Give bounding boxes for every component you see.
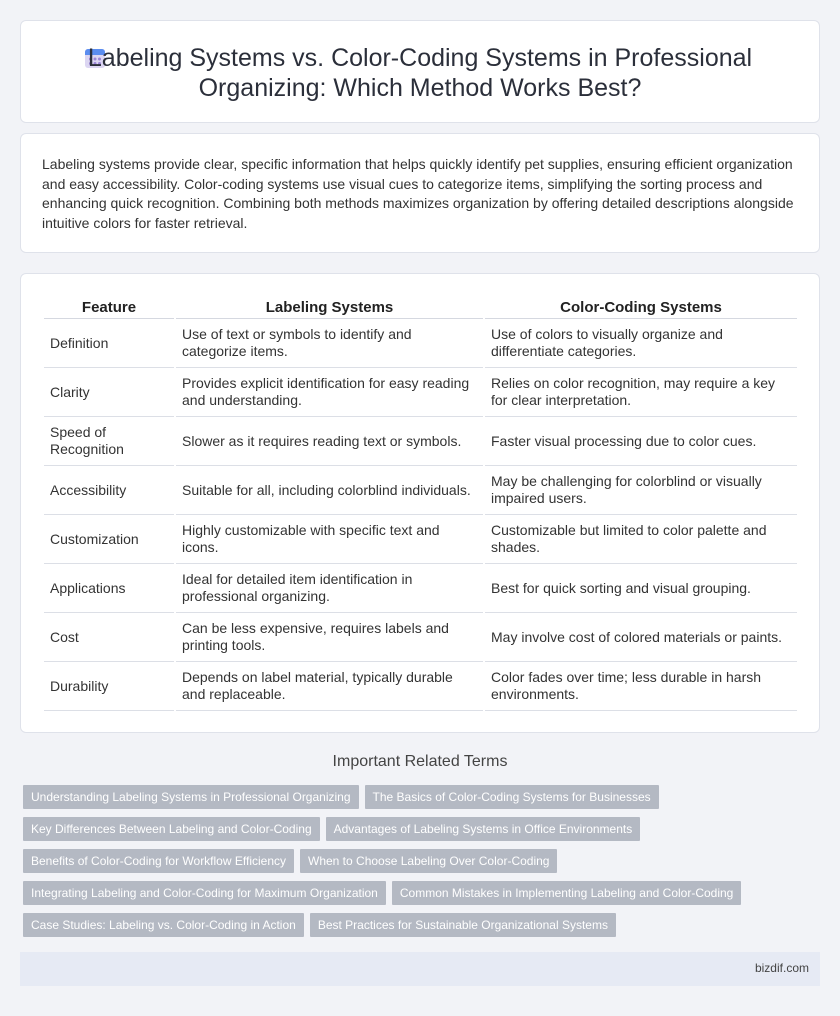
related-term-tag[interactable]: Benefits of Color-Coding for Workflow Efficiency (23, 849, 294, 873)
related-term-tag[interactable]: Best Practices for Sustainable Organizational Systems (310, 913, 616, 937)
page-title: Labeling Systems vs. Color-Coding Systems in Professional Organizing: Which Method Works Best? (87, 44, 753, 102)
related-term-tag[interactable]: Integrating Labeling and Color-Coding for Maximum Organization (23, 881, 386, 905)
feature-cell: Cost (44, 613, 174, 662)
labeling-cell: Use of text or symbols to identify and categorize items. (176, 319, 483, 368)
color-coding-cell: Color fades over time; less durable in harsh environments. (485, 662, 797, 711)
labeling-cell: Slower as it requires reading text or symbols. (176, 417, 483, 466)
related-term-tag[interactable]: Case Studies: Labeling vs. Color-Coding in Action (23, 913, 304, 937)
footer-site-link[interactable]: bizdif.com (754, 961, 809, 975)
table-row (44, 564, 797, 613)
related-term-tag[interactable]: Common Mistakes in Implementing Labeling and Color-Coding (392, 881, 742, 905)
feature-cell: Durability (44, 662, 174, 711)
title-card (20, 20, 820, 123)
comparison-card (20, 273, 820, 733)
table-row (44, 368, 797, 417)
labeling-cell: Depends on label material, typically durable and replaceable. (176, 662, 483, 711)
color-coding-cell: Use of colors to visually organize and differentiate categories. (485, 319, 797, 368)
table-row (44, 417, 797, 466)
feature-cell: Speed of Recognition (44, 417, 174, 466)
related-term-tag[interactable]: When to Choose Labeling Over Color-Coding (300, 849, 557, 873)
color-coding-cell: May be challenging for colorblind or visually impaired users. (485, 466, 797, 515)
feature-cell: Definition (44, 319, 174, 368)
related-terms-heading: Important Related Terms (332, 753, 508, 770)
color-coding-cell: Faster visual processing due to color cues. (485, 417, 797, 466)
table-row (44, 319, 797, 368)
feature-cell: Accessibility (44, 466, 174, 515)
labeling-cell: Suitable for all, including colorblind individuals. (176, 466, 483, 515)
related-term-tag[interactable]: Key Differences Between Labeling and Color-Coding (23, 817, 320, 841)
labeling-cell: Highly customizable with specific text and icons. (176, 515, 483, 564)
feature-cell: Customization (44, 515, 174, 564)
intro-card (20, 133, 820, 253)
color-coding-cell: Relies on color recognition, may require a key for clear interpretation. (485, 368, 797, 417)
feature-cell: Clarity (44, 368, 174, 417)
feature-cell: Applications (44, 564, 174, 613)
header-feature: Feature (44, 296, 174, 319)
table-row (44, 662, 797, 711)
table-row (44, 613, 797, 662)
related-terms-list (23, 785, 803, 945)
footer (20, 952, 820, 986)
table-row (44, 515, 797, 564)
table-header-row (44, 296, 797, 319)
header-labeling: Labeling Systems (176, 296, 483, 319)
labeling-cell: Ideal for detailed item identification in professional organizing. (176, 564, 483, 613)
related-term-tag[interactable]: The Basics of Color-Coding Systems for Businesses (365, 785, 659, 809)
color-coding-cell: May involve cost of colored materials or paints. (485, 613, 797, 662)
labeling-cell: Can be less expensive, requires labels and printing tools. (176, 613, 483, 662)
intro-paragraph: Labeling systems provide clear, specific information that helps quickly identify pet supplies, ensuring efficient organization and easy accessibility. Color-coding systems use visual cues to categorize items, simplifying the sorting process and enhancing quick recognition. Combining both methods maximizes organization by offering detailed descriptions alongside intuitive colors for faster retrieval. (42, 156, 794, 231)
related-term-tag[interactable]: Advantages of Labeling Systems in Office Environments (326, 817, 641, 841)
color-coding-cell: Customizable but limited to color palette and shades. (485, 515, 797, 564)
labeling-cell: Provides explicit identification for easy reading and understanding. (176, 368, 483, 417)
header-color-coding: Color-Coding Systems (485, 296, 797, 319)
color-coding-cell: Best for quick sorting and visual grouping. (485, 564, 797, 613)
related-term-tag[interactable]: Understanding Labeling Systems in Professional Organizing (23, 785, 359, 809)
table-row (44, 466, 797, 515)
comparison-table (42, 296, 799, 711)
